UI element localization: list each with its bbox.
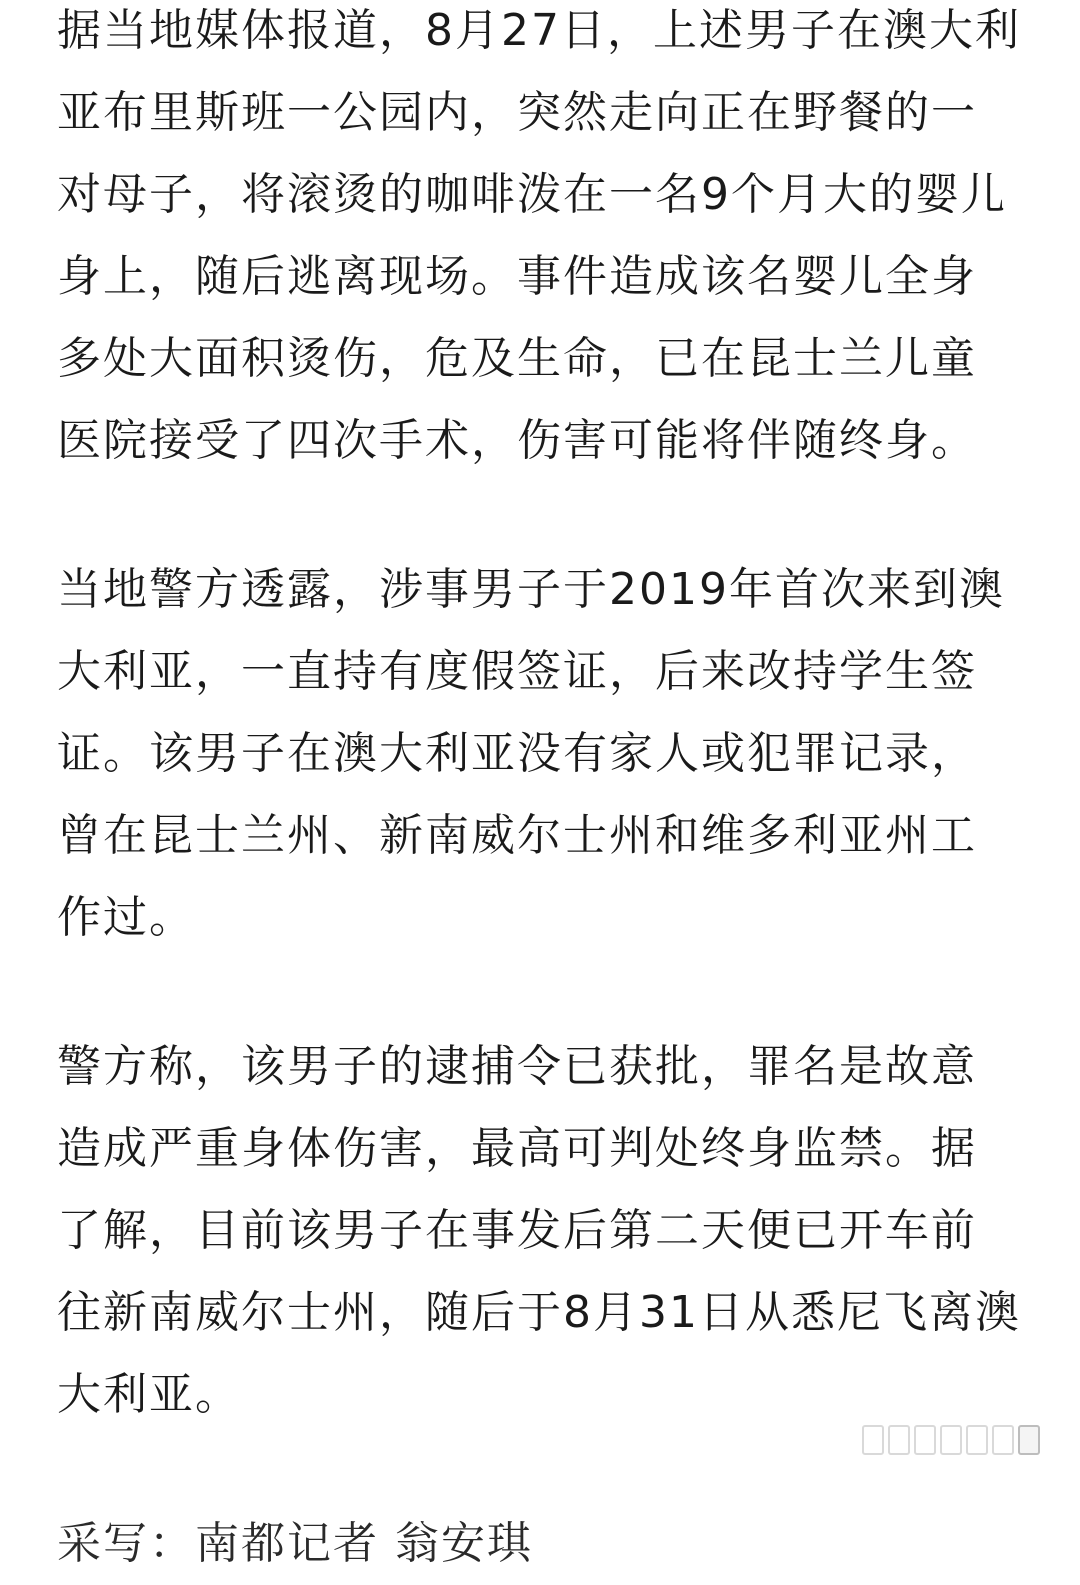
watermark-bar-icon [992,1425,1014,1455]
watermark-bar-icon [966,1425,988,1455]
text-line: 多处大面积烫伤，危及生命，已在昆士兰儿童 [57,333,977,384]
text-line: 造成严重身体伤害，最高可判处终身监禁。据 [57,1123,977,1174]
watermark-logo-icon [862,1423,1062,1457]
text-line: 证。该男子在澳大利亚没有家人或犯罪记录， [57,728,977,779]
text-line: 作过。 [57,892,195,943]
paragraph-gap [57,959,1029,1026]
text-line: 警方称，该男子的逮捕令已获批，罪名是故意 [57,1041,977,1092]
text-line: 大利亚，一直持有度假签证，后来改持学生签 [57,646,977,697]
text-line: 医院接受了四次手术，伤害可能将伴随终身。 [57,415,977,466]
text-line: 往新南威尔士州，随后于8月31日从悉尼飞离澳 [57,1287,1021,1338]
paragraph-2 [57,549,1029,959]
text-line: 据当地媒体报道，8月27日，上述男子在澳大利 [57,5,1021,56]
text-line: 了解，目前该男子在事发后第二天便已开车前 [57,1205,977,1256]
text-line: 曾在昆士兰州、新南威尔士州和维多利亚州工 [57,810,977,861]
text-line: 大利亚。 [57,1369,241,1420]
watermark-bar-icon [940,1425,962,1455]
watermark-bar-icon [888,1425,910,1455]
text-line: 亚布里斯班一公园内，突然走向正在野餐的一 [57,87,977,138]
watermark-bar-icon [914,1425,936,1455]
watermark-bar-icon [1018,1425,1040,1455]
text-line: 对母子，将滚烫的咖啡泼在一名9个月大的婴儿 [57,169,1007,220]
text-line: 当地警方透露，涉事男子于2019年首次来到澳 [57,564,1005,615]
paragraph-1 [57,0,1029,482]
article-body [57,0,1029,1585]
watermark-bar-icon [862,1425,884,1455]
text-line: 身上，随后逃离现场。事件造成该名婴儿全身 [57,251,977,302]
paragraph-gap [57,482,1029,549]
byline: 采写：南都记者 翁安琪 [57,1518,533,1569]
paragraph-3 [57,1026,1029,1436]
